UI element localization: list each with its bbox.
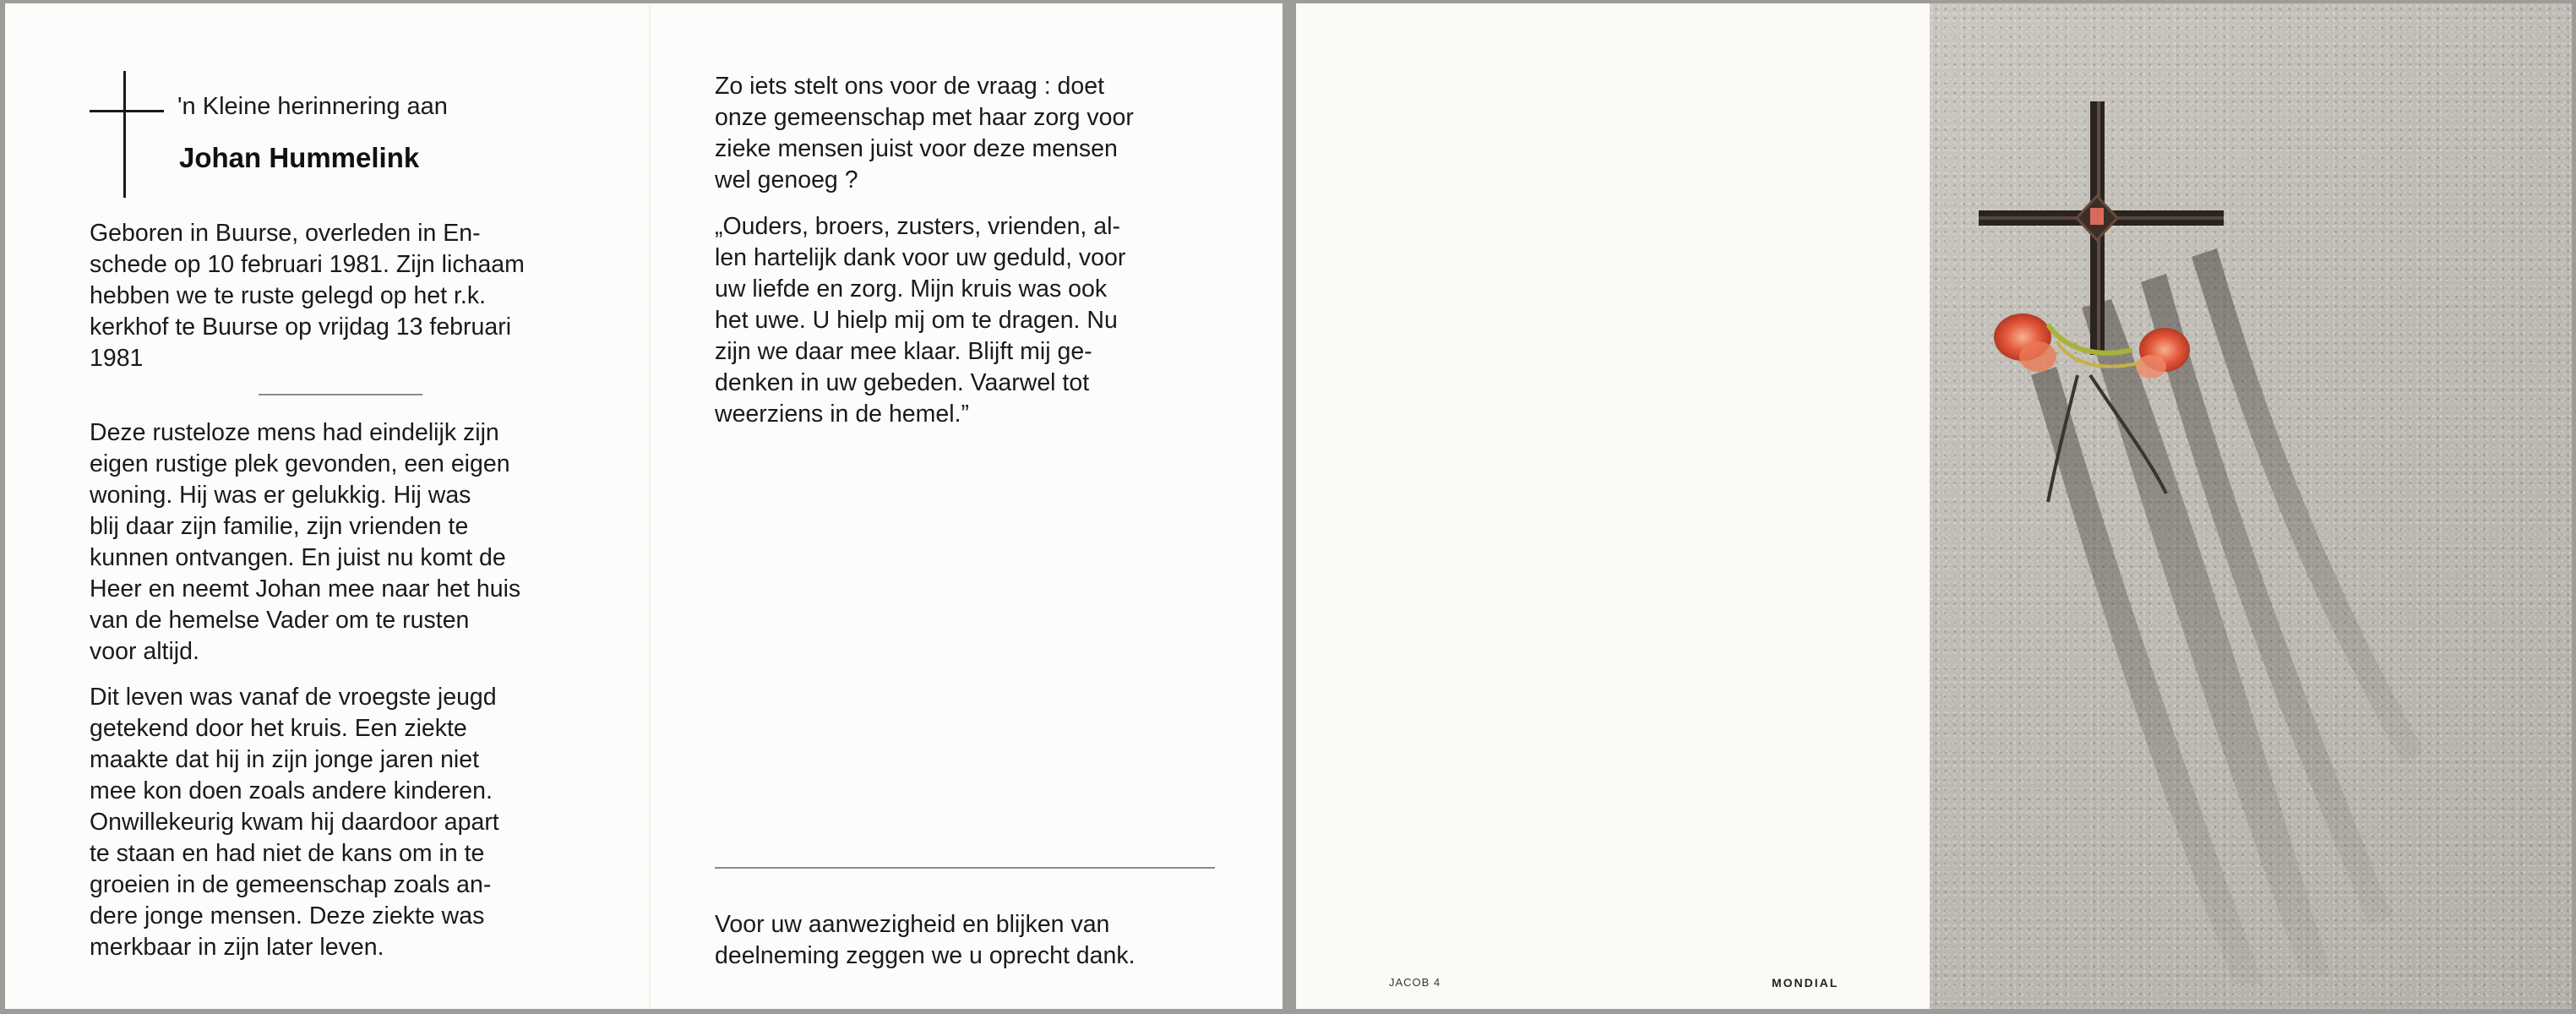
text-line: getekend door het kruis. Een ziekte [90,715,467,742]
text-line: 1981 [90,345,144,372]
shadow-shape [2031,248,2424,984]
text-line: Voor uw aanwezigheid en blijken van [715,911,1110,938]
text-line: Deze rusteloze mens had eindelijk zijn [90,419,499,446]
text-line: mee kon doen zoals andere kinderen. [90,777,493,804]
center-fold [649,3,651,1009]
text-line: van de hemelse Vader om te rusten [90,607,470,634]
text-line: wel genoeg ? [715,166,858,194]
divider [259,394,422,395]
text-line: hebben we te ruste gelegd op het r.k. [90,282,486,309]
text-line: „Ouders, broers, zusters, vrienden, al- [715,213,1120,240]
text-line: Heer en neemt Johan mee naar het huis [90,575,521,602]
text-line: schede op 10 februari 1981. Zijn lichaam [90,251,525,278]
text-line: dere jonge mensen. Deze ziekte was [90,902,485,930]
text-line: Onwillekeurig kwam hij daardoor apart [90,809,499,836]
closing-thanks [715,909,1215,972]
crucifix-illustration [1930,3,2572,1009]
printer-brand: MONDIAL [1772,976,1839,989]
text-line: Zo iets stelt ons voor de vraag : doet [715,73,1104,100]
text-line: maakte dat hij in zijn jonge jaren niet [90,746,480,773]
cross-paragraph [90,682,590,963]
text-line: woning. Hij was er gelukkig. Hij was [90,482,471,509]
text-line: onze gemeenschap met haar zorg voor [715,104,1134,131]
text-line: kerkhof te Buurse op vrijdag 13 februari [90,313,512,341]
text-line: zijn we daar mee klaar. Blijft mij ge- [715,338,1092,365]
wall-crucifix-photo [1930,3,2572,1009]
text-line: denken in uw gebeden. Vaarwel tot [715,369,1090,396]
text-line: kunnen ontvangen. En juist nu komt de [90,544,506,571]
text-line: deelneming zeggen we u oprecht dank. [715,942,1136,969]
deceased-name: Johan Hummelink [179,142,420,173]
inner-spread [5,3,1283,1009]
birth-paragraph [90,218,590,374]
rest-paragraph [90,417,590,668]
text-line: uw liefde en zorg. Mijn kruis was ook [715,275,1108,303]
text-line: te staan en had niet de kans om in te [90,840,485,867]
text-line: merkbaar in zijn later leven. [90,934,384,961]
question-paragraph [715,71,1215,196]
text-line: blij daar zijn familie, zijn vrienden te [90,513,469,540]
memory-line: 'n Kleine herinnering aan [177,93,448,120]
text-line: Dit leven was vanaf de vroegste jeugd [90,684,497,711]
printer-code: JACOB 4 [1389,976,1441,989]
text-line: eigen rustige plek gevonden, een eigen [90,450,510,477]
text-line: het uwe. U hielp mij om te dragen. Nu [715,307,1118,334]
latin-cross-icon [90,71,170,202]
text-line: Geboren in Buurse, overleden in En- [90,220,481,247]
text-line: len hartelijk dank voor uw geduld, voor [715,244,1126,271]
text-line: weerziens in de hemel.” [715,401,969,428]
thanks-quote [715,211,1215,430]
divider [715,867,1215,869]
text-line: zieke mensen juist voor deze mensen [715,135,1118,162]
text-line: groeien in de gemeenschap zoals an- [90,871,492,898]
text-line: voor altijd. [90,638,199,665]
